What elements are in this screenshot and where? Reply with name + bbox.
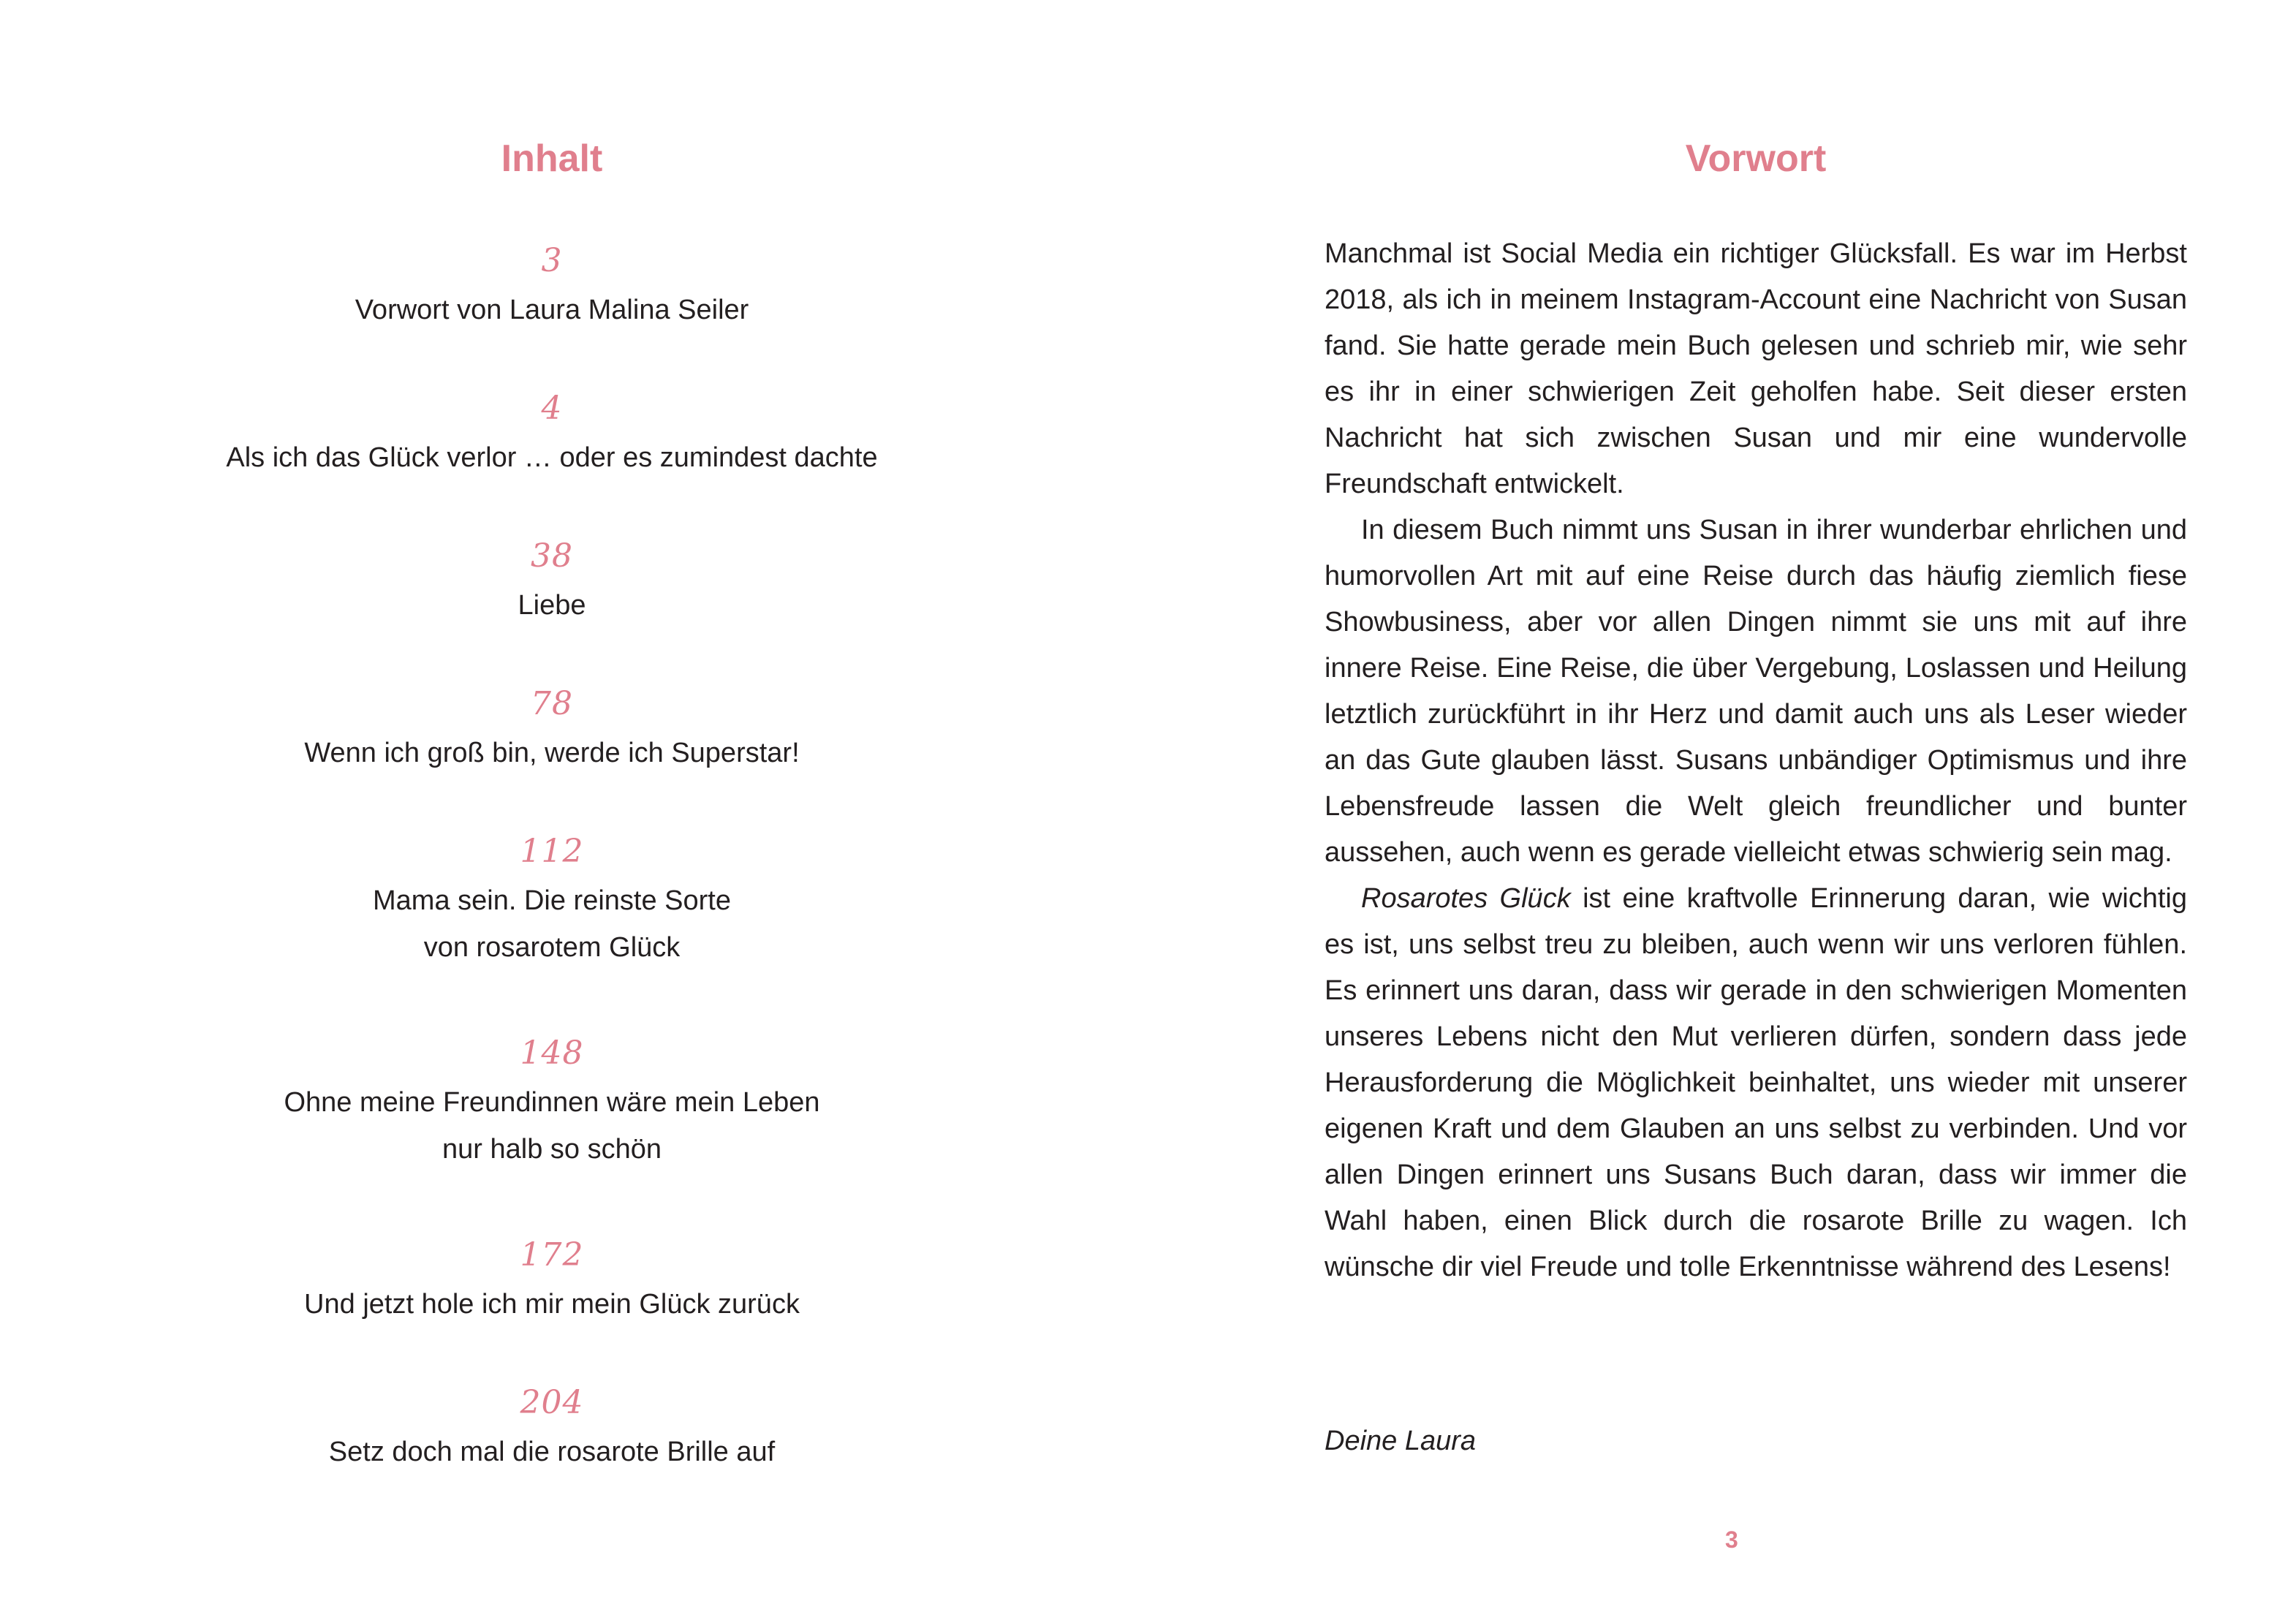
toc-page-number: 3: [541, 242, 563, 279]
toc-entry: [110, 235, 994, 333]
toc-entry: [110, 1377, 994, 1475]
page-number: 3: [1725, 1526, 1738, 1553]
toc-chapter-title: Mama sein. Die reinste Sorte von rosarotem Glück: [373, 885, 731, 963]
book-title-italic: Rosarotes Glück: [1361, 883, 1571, 914]
foreword-paragraph: [1325, 876, 2187, 1290]
toc-chapter-title: Als ich das Glück verlor … oder es zumindest dachte: [226, 442, 878, 473]
foreword-body: [1325, 231, 2187, 1290]
toc-chapter-title: Setz doch mal die rosarote Brille auf: [328, 1437, 776, 1467]
toc-chapter-title: Liebe: [518, 590, 586, 621]
toc-page-number: 112: [520, 833, 584, 870]
toc-page-number: 38: [531, 537, 573, 575]
toc-entry: [110, 678, 994, 776]
toc-entry: [110, 826, 994, 971]
toc-entry: [110, 1028, 994, 1173]
foreword-paragraph: In diesem Buch nimmt uns Susan in ihrer wunderbar ehrlichen und humorvollen Art mit auf eine Reise durch das häufig ziemlich fiese Showbusiness, aber vor allen Dingen nimmt sie uns mit auf ihre innere Reise. Eine Reise, die über Vergebung, Loslassen und Heilung letztlich zurückführt in ihr Herz und damit auch uns als Leser wieder an das Gute glauben lässt. Susans unbändiger Optimismus und ihre Lebensfreude lassen die Welt gleich freundlicher und bunter aussehen, auch wenn es gerade vielleicht etwas schwierig sein mag.: [1325, 515, 2187, 868]
toc-chapter-title: Wenn ich groß bin, werde ich Superstar!: [304, 738, 800, 768]
toc-entry: [110, 531, 994, 629]
foreword-paragraph-text: ist eine kraftvolle Erinnerung daran, wie wichtig es ist, uns selbst treu zu bleiben, auch wenn wir uns verloren fühlen. Es erinnert uns daran, dass wir gerade in den schwierigen Momenten unseres Lebens nicht den Mut verlieren dürfen, sondern dass jede Herausforderung die Möglichkeit beinhaltet, uns wieder mit unserer eigenen Kraft und dem Glauben an uns selbst zu verbinden. Und vor allen Dingen erinnert uns Susans Buch daran, dass wir immer die Wahl haben, einen Blick durch die rosarote Brille zu wagen. Ich wünsche dir viel Freude und tolle Erkenntnisse während des Lesens!: [1325, 883, 2187, 1282]
toc-entry: [110, 383, 994, 481]
toc-heading: Inhalt: [501, 137, 603, 180]
foreword-paragraph: Manchmal ist Social Media ein richtiger Glücksfall. Es war im Herbst 2018, als ich in meinem Instagram-Account eine Nachricht von Susan fand. Sie hatte gerade mein Buch gelesen und schrieb mir, wie sehr es ihr in einer schwierigen Zeit geholfen habe. Seit dieser ersten Nachricht hat sich zwischen Susan und mir eine wundervolle Freundschaft entwickelt.: [1325, 238, 2187, 499]
toc-page-number: 78: [531, 685, 573, 722]
signature: Deine Laura: [1325, 1426, 1477, 1456]
left-page: [110, 0, 994, 1623]
toc-page-number: 172: [520, 1236, 584, 1274]
toc-page-number: 148: [520, 1034, 584, 1072]
toc-entry: [110, 1230, 994, 1328]
toc-chapter-title: Vorwort von Laura Malina Seiler: [355, 295, 749, 325]
foreword-heading: Vorwort: [1685, 137, 1827, 180]
toc-chapter-title: Ohne meine Freundinnen wäre mein Leben nur halb so schön: [284, 1087, 820, 1165]
right-page: [1325, 0, 2187, 1623]
toc-page-number: 4: [541, 390, 563, 427]
toc-chapter-title: Und jetzt hole ich mir mein Glück zurück: [304, 1289, 800, 1320]
table-of-contents: [110, 235, 994, 1525]
toc-page-number: 204: [520, 1384, 584, 1421]
